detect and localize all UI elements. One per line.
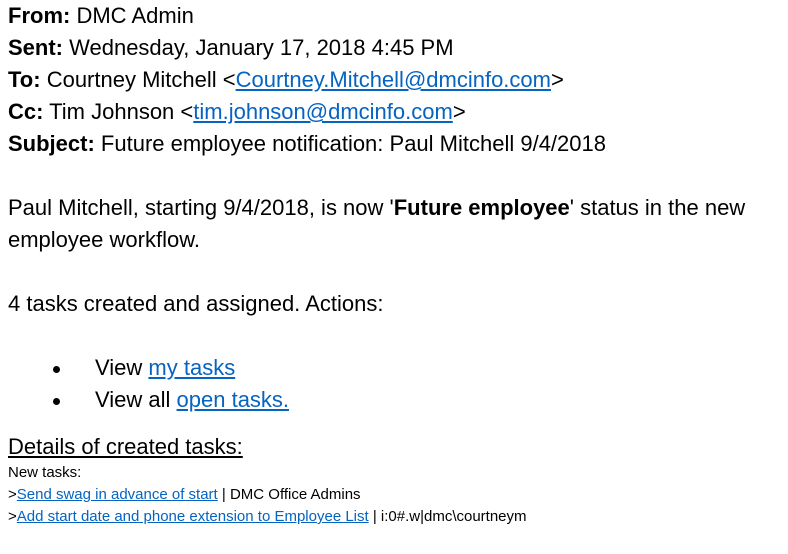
status-text-before: Paul Mitchell, starting 9/4/2018, is now ': [8, 195, 394, 220]
status-text-after: ' status in the new employee workflow.: [8, 195, 746, 252]
status-paragraph: [8, 192, 784, 256]
sent-line: [8, 32, 784, 64]
from-label: From:: [8, 3, 71, 28]
task-prefix: >: [8, 508, 17, 525]
status-bold: Future employee: [393, 195, 570, 220]
to-close: >: [550, 67, 564, 92]
action-text: View: [95, 355, 149, 380]
sent-label: Sent:: [8, 35, 63, 60]
cc-line: [8, 96, 784, 128]
to-email-link[interactable]: Courtney.Mitchell@dmcinfo.com: [235, 67, 551, 92]
action-item-open-tasks: [8, 384, 784, 416]
bullet-icon: [53, 398, 60, 405]
subject-label: Subject:: [8, 131, 95, 156]
email-message: [8, 0, 784, 528]
action-item-my-tasks: [8, 352, 784, 384]
task-prefix: >: [8, 486, 17, 503]
subject-line: [8, 128, 784, 160]
task-link-add-start-date[interactable]: Add start date and phone extension to Employee List: [16, 508, 369, 525]
my-tasks-link[interactable]: my tasks: [148, 355, 236, 380]
new-tasks-label: New tasks:: [8, 464, 82, 481]
cc-close: >: [452, 99, 466, 124]
spacer: [8, 160, 784, 192]
sent-value: Wednesday, January 17, 2018 4:45 PM: [69, 35, 454, 60]
cc-label: Cc:: [8, 99, 44, 124]
bullet-icon: [53, 366, 60, 373]
tasks-summary: 4 tasks created and assigned. Actions:: [8, 291, 384, 316]
subject-value: Future employee notification: Paul Mitchell 9/4/2018: [100, 131, 606, 156]
to-name: Courtney Mitchell <: [46, 67, 236, 92]
task-row: [8, 506, 784, 528]
action-text: View all: [95, 387, 177, 412]
open-tasks-link[interactable]: open tasks.: [176, 387, 290, 412]
to-line: [8, 64, 784, 96]
cc-name: Tim Johnson <: [49, 99, 194, 124]
spacer: [8, 256, 784, 288]
cc-email-link[interactable]: tim.johnson@dmcinfo.com: [193, 99, 453, 124]
task-row: [8, 484, 784, 506]
task-link-send-swag[interactable]: Send swag in advance of start: [16, 486, 218, 503]
task-assignee: | DMC Office Admins: [217, 486, 361, 503]
from-value: DMC Admin: [76, 3, 194, 28]
task-assignee: | i:0#.w|dmc\courtneym: [368, 508, 527, 525]
from-line: [8, 0, 784, 32]
spacer: [8, 320, 784, 352]
details-title: Details of created tasks:: [8, 434, 243, 459]
actions-list: [8, 352, 784, 416]
to-label: To:: [8, 67, 41, 92]
